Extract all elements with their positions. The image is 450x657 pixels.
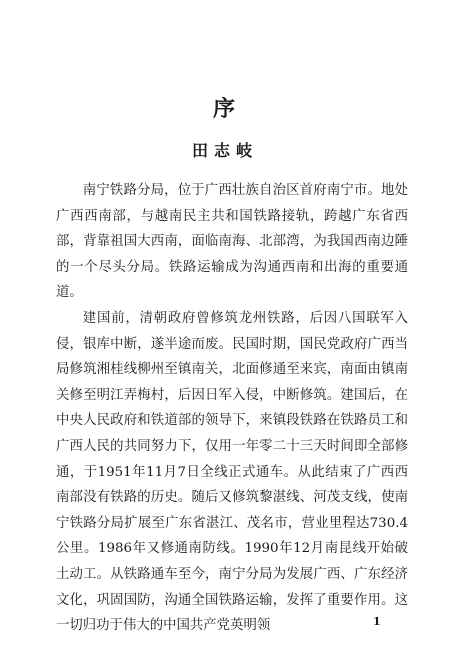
- paragraph-2: 建国前，清朝政府曾修筑龙州铁路，后因八国联军入侵，银库中断，遂半途而废。民国时期，国民党政府广西当局修筑湘桂线柳州至镇南关，北面修通至来宾，南面由镇南关修至明江弄梅村，后因日军入侵，中断修筑。建国后，在中央人民政府和铁道部的领导下，来镇段铁路在铁路员工和广西人民的共同努力下，仅用一年零二十三天时间即全部修通，于1951年11月7日全线正式通车。从此结束了广西西南部没有铁路的历史。随后又修筑黎湛线、河茂支线，使南宁铁路分局扩展至广东省湛江、茂名市，营业里程达730.4公里。1986年又修通南防线。1990年12月南昆线开始破土动工。从铁路通车至今，南宁分局为发展广西、广东经济文化，巩固国防，沟通全国铁路运输，发挥了重要作用。这一切归功于伟大的中国共产党英明领: [56, 310, 408, 634]
- paragraph-1: 南宁铁路分局，位于广西壮族自治区首府南宁市。地处广西西南部，与越南民主共和国铁路接轨，跨越广东省西部，背靠祖国大西南，面临南海、北部湾，为我国西南边陲的一个尽头分局。铁路运输成为沟通西南和出海的重要通道。: [56, 183, 408, 301]
- page-title: 序: [212, 96, 237, 122]
- page-number: 1: [373, 615, 381, 628]
- author-name: 田志岐: [191, 141, 258, 160]
- body-text: [56, 178, 408, 639]
